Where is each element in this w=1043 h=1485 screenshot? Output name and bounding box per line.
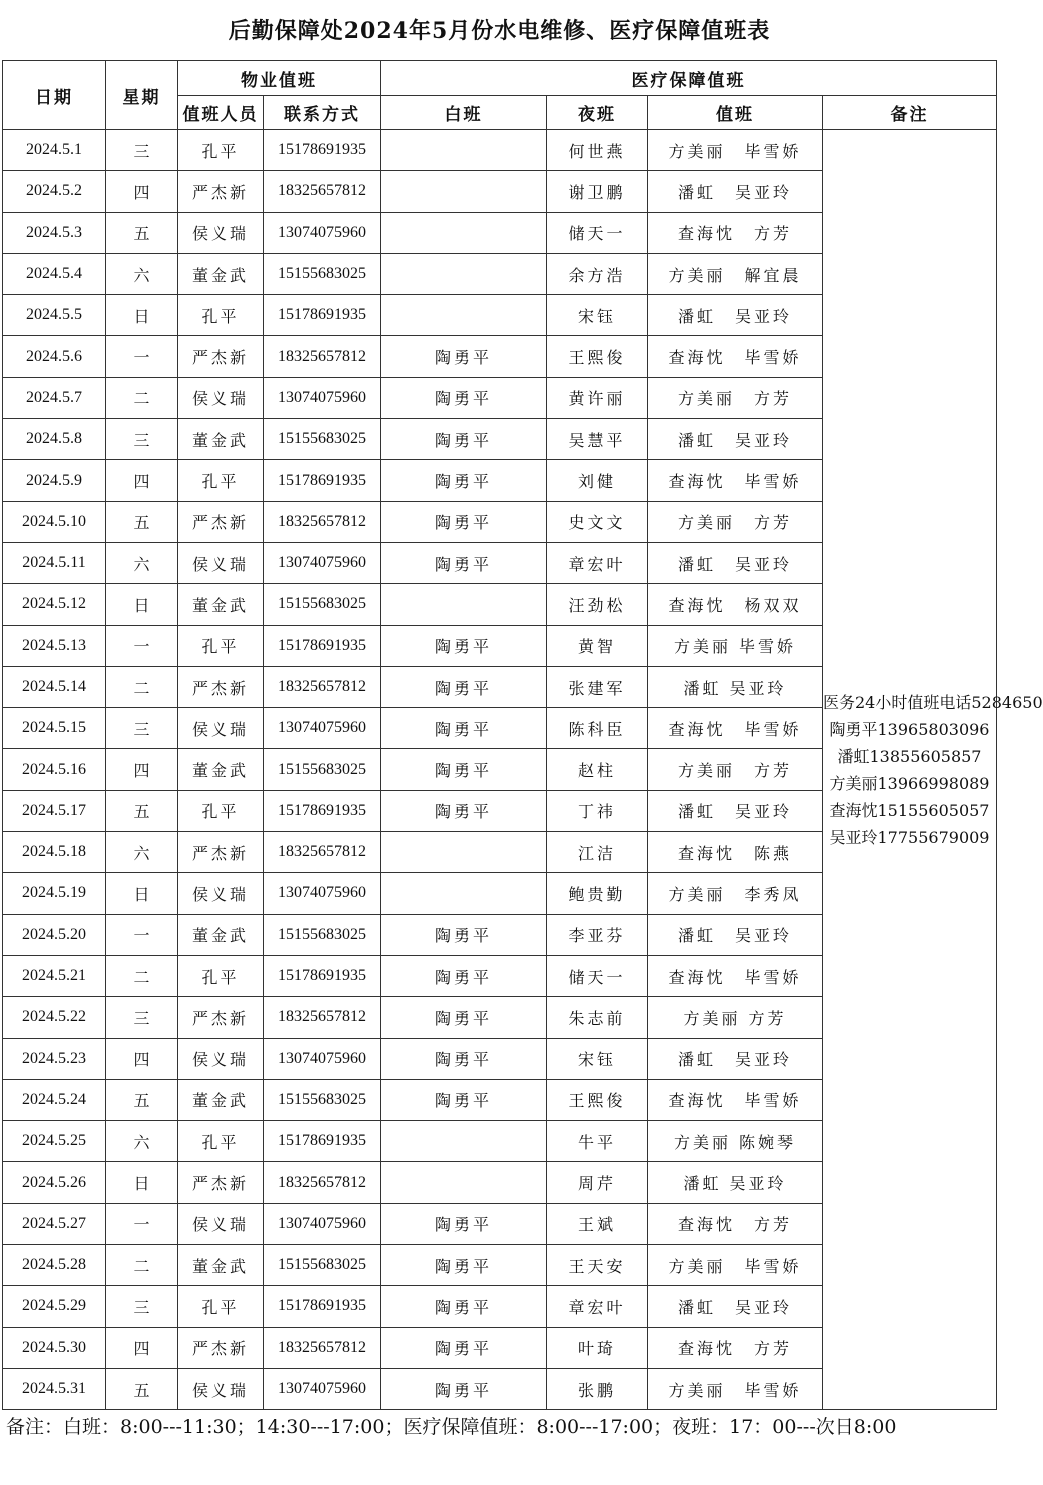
weekday-cell: 六 — [106, 253, 178, 294]
night-shift-cell: 汪劲松 — [547, 584, 648, 625]
weekday-cell: 四 — [106, 171, 178, 212]
duty-cell: 方美丽 李秀凤 — [648, 873, 823, 914]
contact-cell: 15178691935 — [264, 130, 381, 171]
date-cell: 2024.5.21 — [3, 955, 106, 996]
night-shift-cell: 何世燕 — [547, 130, 648, 171]
remark-line: 查海忱15155605057 — [829, 800, 990, 820]
remark-line: 潘虹13855605857 — [837, 746, 982, 766]
night-shift-cell: 宋钰 — [547, 295, 648, 336]
day-shift-cell: 陶勇平 — [381, 1079, 547, 1120]
day-shift-cell: 陶勇平 — [381, 1368, 547, 1409]
duty-cell: 查海忱 方芳 — [648, 212, 823, 253]
weekday-cell: 日 — [106, 584, 178, 625]
day-shift-cell — [381, 832, 547, 873]
contact-cell: 15155683025 — [264, 253, 381, 294]
duty-cell: 潘虹 吴亚玲 — [648, 171, 823, 212]
night-shift-cell: 章宏叶 — [547, 1286, 648, 1327]
duty-person-cell: 侯义瑞 — [178, 1038, 264, 1079]
duty-person-cell: 侯义瑞 — [178, 542, 264, 583]
day-shift-cell: 陶勇平 — [381, 501, 547, 542]
duty-person-cell: 严杰新 — [178, 171, 264, 212]
duty-cell: 方美丽 方芳 — [648, 749, 823, 790]
day-shift-cell — [381, 130, 547, 171]
date-cell: 2024.5.11 — [3, 542, 106, 583]
night-shift-cell: 丁祎 — [547, 790, 648, 831]
date-cell: 2024.5.5 — [3, 295, 106, 336]
contact-cell: 15178691935 — [264, 295, 381, 336]
weekday-cell: 二 — [106, 666, 178, 707]
date-cell: 2024.5.6 — [3, 336, 106, 377]
duty-cell: 方美丽 毕雪娇 — [648, 625, 823, 666]
duty-person-cell: 侯义瑞 — [178, 873, 264, 914]
day-shift-cell: 陶勇平 — [381, 666, 547, 707]
remark-line: 吴亚玲17755679009 — [829, 827, 990, 847]
duty-person-cell: 孔平 — [178, 460, 264, 501]
day-shift-cell — [381, 212, 547, 253]
weekday-cell: 三 — [106, 997, 178, 1038]
duty-person-cell: 严杰新 — [178, 336, 264, 377]
duty-person-cell: 董金武 — [178, 253, 264, 294]
duty-person-cell: 侯义瑞 — [178, 1368, 264, 1409]
duty-person-cell: 侯义瑞 — [178, 1203, 264, 1244]
contact-cell: 15155683025 — [264, 914, 381, 955]
duty-cell: 潘虹 吴亚玲 — [648, 542, 823, 583]
night-shift-cell: 谢卫鹏 — [547, 171, 648, 212]
date-cell: 2024.5.7 — [3, 377, 106, 418]
night-shift-cell: 李亚芬 — [547, 914, 648, 955]
night-shift-cell: 章宏叶 — [547, 542, 648, 583]
contact-cell: 15155683025 — [264, 1079, 381, 1120]
night-shift-cell: 朱志前 — [547, 997, 648, 1038]
weekday-cell: 一 — [106, 914, 178, 955]
duty-person-cell: 董金武 — [178, 749, 264, 790]
duty-header: 值班 — [648, 96, 823, 130]
duty-person-cell: 董金武 — [178, 914, 264, 955]
duty-cell: 潘虹 吴亚玲 — [648, 1038, 823, 1079]
weekday-cell: 五 — [106, 1079, 178, 1120]
night-shift-cell: 张鹏 — [547, 1368, 648, 1409]
weekday-cell: 五 — [106, 790, 178, 831]
duty-cell: 方美丽 毕雪娇 — [648, 1368, 823, 1409]
day-shift-cell: 陶勇平 — [381, 1203, 547, 1244]
duty-cell: 查海忱 毕雪娇 — [648, 460, 823, 501]
duty-cell: 潘虹 吴亚玲 — [648, 914, 823, 955]
day-shift-cell — [381, 171, 547, 212]
weekday-cell: 日 — [106, 873, 178, 914]
day-shift-cell: 陶勇平 — [381, 1245, 547, 1286]
duty-person-cell: 严杰新 — [178, 1327, 264, 1368]
day-shift-cell — [381, 873, 547, 914]
contact-cell: 18325657812 — [264, 832, 381, 873]
remark-line: 方美丽13966998089 — [829, 773, 990, 793]
day-shift-cell — [381, 295, 547, 336]
remark-line: 陶勇平13965803096 — [829, 719, 990, 739]
contact-cell: 18325657812 — [264, 997, 381, 1038]
contact-cell: 15178691935 — [264, 1286, 381, 1327]
duty-cell: 方美丽 解宜晨 — [648, 253, 823, 294]
date-cell: 2024.5.13 — [3, 625, 106, 666]
night-shift-cell: 吴慧平 — [547, 419, 648, 460]
weekday-cell: 六 — [106, 542, 178, 583]
weekday-cell: 日 — [106, 295, 178, 336]
night-shift-cell: 王斌 — [547, 1203, 648, 1244]
duty-person-cell: 董金武 — [178, 419, 264, 460]
day-shift-cell: 陶勇平 — [381, 1038, 547, 1079]
duty-cell: 方美丽 方芳 — [648, 501, 823, 542]
duty-person-cell: 孔平 — [178, 1121, 264, 1162]
date-cell: 2024.5.12 — [3, 584, 106, 625]
night-shift-header: 夜班 — [547, 96, 648, 130]
date-cell: 2024.5.19 — [3, 873, 106, 914]
night-shift-cell: 王熙俊 — [547, 1079, 648, 1120]
night-shift-cell: 江洁 — [547, 832, 648, 873]
contact-cell: 15178691935 — [264, 1121, 381, 1162]
duty-cell: 查海忱 杨双双 — [648, 584, 823, 625]
date-cell: 2024.5.27 — [3, 1203, 106, 1244]
night-shift-cell: 黄智 — [547, 625, 648, 666]
contact-cell: 13074075960 — [264, 377, 381, 418]
night-shift-cell: 王熙俊 — [547, 336, 648, 377]
contact-cell: 13074075960 — [264, 212, 381, 253]
duty-person-cell: 董金武 — [178, 1245, 264, 1286]
date-cell: 2024.5.31 — [3, 1368, 106, 1409]
remark-line: 医务24小时值班电话5284650 — [823, 692, 1043, 712]
duty-person-cell: 严杰新 — [178, 832, 264, 873]
date-cell: 2024.5.18 — [3, 832, 106, 873]
day-shift-cell — [381, 584, 547, 625]
duty-cell: 方美丽 陈婉琴 — [648, 1121, 823, 1162]
duty-person-cell: 董金武 — [178, 584, 264, 625]
night-shift-cell: 储天一 — [547, 955, 648, 996]
weekday-cell: 一 — [106, 336, 178, 377]
day-shift-cell: 陶勇平 — [381, 997, 547, 1038]
weekday-cell: 四 — [106, 460, 178, 501]
header-row-1 — [3, 61, 997, 96]
duty-person-cell: 孔平 — [178, 130, 264, 171]
weekday-cell: 三 — [106, 419, 178, 460]
weekday-cell: 三 — [106, 130, 178, 171]
day-shift-cell: 陶勇平 — [381, 1327, 547, 1368]
contact-cell: 18325657812 — [264, 336, 381, 377]
date-header: 日期 — [3, 61, 106, 130]
contact-cell: 15178691935 — [264, 790, 381, 831]
duty-cell: 方美丽 方芳 — [648, 377, 823, 418]
contact-header: 联系方式 — [264, 96, 381, 130]
day-shift-cell: 陶勇平 — [381, 749, 547, 790]
weekday-cell: 五 — [106, 501, 178, 542]
weekday-cell: 二 — [106, 1245, 178, 1286]
night-shift-cell: 牛平 — [547, 1121, 648, 1162]
day-shift-cell: 陶勇平 — [381, 1286, 547, 1327]
weekday-cell: 三 — [106, 708, 178, 749]
night-shift-cell: 余方浩 — [547, 253, 648, 294]
contact-cell: 13074075960 — [264, 873, 381, 914]
duty-person-cell: 孔平 — [178, 1286, 264, 1327]
day-shift-cell — [381, 1121, 547, 1162]
day-shift-cell: 陶勇平 — [381, 542, 547, 583]
night-shift-cell: 刘健 — [547, 460, 648, 501]
night-shift-cell: 鲍贵勤 — [547, 873, 648, 914]
contact-cell: 18325657812 — [264, 1327, 381, 1368]
weekday-cell: 四 — [106, 749, 178, 790]
contact-cell: 15155683025 — [264, 1245, 381, 1286]
night-shift-cell: 张建军 — [547, 666, 648, 707]
contact-cell: 18325657812 — [264, 501, 381, 542]
duty-cell: 潘虹 吴亚玲 — [648, 295, 823, 336]
day-shift-cell: 陶勇平 — [381, 955, 547, 996]
date-cell: 2024.5.4 — [3, 253, 106, 294]
date-cell: 2024.5.8 — [3, 419, 106, 460]
duty-person-cell: 侯义瑞 — [178, 212, 264, 253]
duty-cell: 查海忱 毕雪娇 — [648, 336, 823, 377]
date-cell: 2024.5.26 — [3, 1162, 106, 1203]
date-cell: 2024.5.15 — [3, 708, 106, 749]
day-shift-cell: 陶勇平 — [381, 336, 547, 377]
date-cell: 2024.5.28 — [3, 1245, 106, 1286]
table-row — [3, 130, 997, 171]
duty-cell: 查海忱 毕雪娇 — [648, 708, 823, 749]
page-title: 后勤保障处2024年5月份水电维修、医疗保障值班表 — [228, 18, 771, 44]
night-shift-cell: 陈科臣 — [547, 708, 648, 749]
date-cell: 2024.5.20 — [3, 914, 106, 955]
duty-person-cell: 孔平 — [178, 625, 264, 666]
contact-cell: 15178691935 — [264, 955, 381, 996]
duty-person-cell: 严杰新 — [178, 501, 264, 542]
duty-cell: 潘虹 吴亚玲 — [648, 419, 823, 460]
duty-person-cell: 侯义瑞 — [178, 708, 264, 749]
weekday-header: 星期 — [106, 61, 178, 130]
day-shift-cell: 陶勇平 — [381, 914, 547, 955]
day-shift-cell: 陶勇平 — [381, 377, 547, 418]
weekday-cell: 六 — [106, 832, 178, 873]
weekday-cell: 一 — [106, 625, 178, 666]
duty-person-cell: 董金武 — [178, 1079, 264, 1120]
date-cell: 2024.5.1 — [3, 130, 106, 171]
duty-person-cell: 侯义瑞 — [178, 377, 264, 418]
night-shift-cell: 储天一 — [547, 212, 648, 253]
medical-duty-header: 医疗保障值班 — [381, 61, 997, 96]
day-shift-cell — [381, 253, 547, 294]
date-cell: 2024.5.23 — [3, 1038, 106, 1079]
day-shift-cell: 陶勇平 — [381, 708, 547, 749]
day-shift-cell: 陶勇平 — [381, 419, 547, 460]
date-cell: 2024.5.14 — [3, 666, 106, 707]
contact-cell: 13074075960 — [264, 542, 381, 583]
duty-cell: 查海忱 方芳 — [648, 1327, 823, 1368]
night-shift-cell: 周芹 — [547, 1162, 648, 1203]
date-cell: 2024.5.25 — [3, 1121, 106, 1162]
duty-cell: 潘虹 吴亚玲 — [648, 790, 823, 831]
property-duty-header: 物业值班 — [178, 61, 381, 96]
night-shift-cell: 宋钰 — [547, 1038, 648, 1079]
date-cell: 2024.5.30 — [3, 1327, 106, 1368]
contact-cell: 18325657812 — [264, 171, 381, 212]
day-shift-cell: 陶勇平 — [381, 625, 547, 666]
duty-table — [2, 60, 1043, 1410]
date-cell: 2024.5.16 — [3, 749, 106, 790]
weekday-cell: 二 — [106, 377, 178, 418]
duty-person-cell: 严杰新 — [178, 1162, 264, 1203]
weekday-cell: 四 — [106, 1038, 178, 1079]
duty-person-cell: 孔平 — [178, 295, 264, 336]
contact-cell: 13074075960 — [264, 1038, 381, 1079]
day-shift-cell: 陶勇平 — [381, 790, 547, 831]
contact-cell: 15155683025 — [264, 749, 381, 790]
duty-cell: 潘虹 吴亚玲 — [648, 1286, 823, 1327]
contact-cell: 13074075960 — [264, 708, 381, 749]
weekday-cell: 六 — [106, 1121, 178, 1162]
day-shift-header: 白班 — [381, 96, 547, 130]
date-cell: 2024.5.29 — [3, 1286, 106, 1327]
weekday-cell: 四 — [106, 1327, 178, 1368]
duty-cell: 方美丽 毕雪娇 — [648, 130, 823, 171]
duty-cell: 潘虹 吴亚玲 — [648, 1162, 823, 1203]
weekday-cell: 一 — [106, 1203, 178, 1244]
weekday-cell: 五 — [106, 1368, 178, 1409]
duty-person-cell: 孔平 — [178, 955, 264, 996]
contact-cell: 15155683025 — [264, 584, 381, 625]
weekday-cell: 二 — [106, 955, 178, 996]
day-shift-cell: 陶勇平 — [381, 460, 547, 501]
duty-person-cell: 严杰新 — [178, 997, 264, 1038]
contact-cell: 15178691935 — [264, 460, 381, 501]
contact-cell: 13074075960 — [264, 1203, 381, 1244]
duty-cell: 查海忱 方芳 — [648, 1203, 823, 1244]
contact-cell: 15155683025 — [264, 419, 381, 460]
duty-cell: 查海忱 毕雪娇 — [648, 955, 823, 996]
contact-cell: 18325657812 — [264, 666, 381, 707]
date-cell: 2024.5.10 — [3, 501, 106, 542]
date-cell: 2024.5.3 — [3, 212, 106, 253]
table-body — [3, 130, 1043, 1410]
duty-cell: 方美丽 方芳 — [648, 997, 823, 1038]
date-cell: 2024.5.24 — [3, 1079, 106, 1120]
night-shift-cell: 赵柱 — [547, 749, 648, 790]
day-shift-cell — [381, 1162, 547, 1203]
duty-person-cell: 严杰新 — [178, 666, 264, 707]
date-cell: 2024.5.22 — [3, 997, 106, 1038]
contact-cell: 15178691935 — [264, 625, 381, 666]
duty-cell: 查海忱 陈燕 — [648, 832, 823, 873]
date-cell: 2024.5.17 — [3, 790, 106, 831]
duty-cell: 查海忱 毕雪娇 — [648, 1079, 823, 1120]
weekday-cell: 日 — [106, 1162, 178, 1203]
duty-person-cell: 孔平 — [178, 790, 264, 831]
remarks-header: 备注 — [823, 96, 997, 130]
remarks-cell — [823, 130, 1043, 1410]
night-shift-cell: 黄许丽 — [547, 377, 648, 418]
duty-person-header: 值班人员 — [178, 96, 264, 130]
duty-cell: 方美丽 毕雪娇 — [648, 1245, 823, 1286]
contact-cell: 13074075960 — [264, 1368, 381, 1409]
contact-cell: 18325657812 — [264, 1162, 381, 1203]
date-cell: 2024.5.2 — [3, 171, 106, 212]
duty-cell: 潘虹 吴亚玲 — [648, 666, 823, 707]
night-shift-cell: 叶琦 — [547, 1327, 648, 1368]
weekday-cell: 三 — [106, 1286, 178, 1327]
night-shift-cell: 王天安 — [547, 1245, 648, 1286]
weekday-cell: 五 — [106, 212, 178, 253]
date-cell: 2024.5.9 — [3, 460, 106, 501]
footer-note: 备注：白班：8:00---11:30；14:30---17:00；医疗保障值班：8:00---17:00；夜班：17：00---次日8:00 — [6, 1416, 897, 1438]
night-shift-cell: 史文文 — [547, 501, 648, 542]
